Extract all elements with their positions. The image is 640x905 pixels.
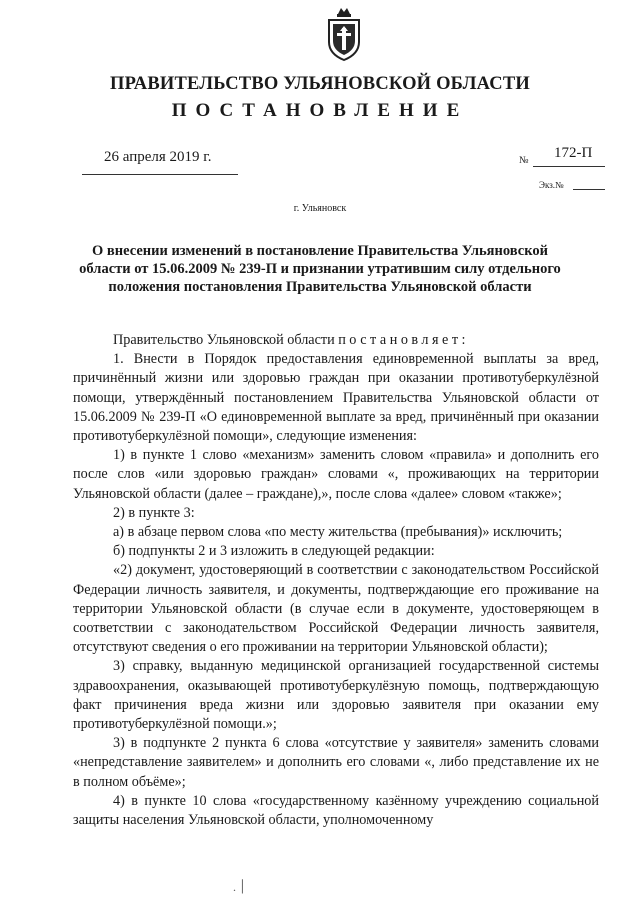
number-underline xyxy=(533,166,605,167)
body-paragraph: 2) в пункте 3: xyxy=(113,504,195,521)
copy-number-label: Экз.№ xyxy=(539,180,564,190)
body-paragraph: 4) в пункте 10 слова «государственному казённому учреждению социальной защиты населения Ульяновской области, уполномоченному xyxy=(73,792,599,829)
intro-paragraph xyxy=(73,331,599,350)
date-underline xyxy=(82,174,238,175)
decree-subject xyxy=(70,242,570,296)
scan-mark: . ׀ xyxy=(233,880,246,894)
city-label: г. Ульяновск xyxy=(293,203,347,214)
body-paragraph: 3) справку, выданную медицинской организацией государственной системы здравоохранения, оказывающей противотуберкулёзную помощь, подтверждающую факт причинения вреда жизни или здоровью заявителя при оказании ему противотуберкулёзной помощи.»; xyxy=(73,658,599,733)
government-title: ПРАВИТЕЛЬСТВО УЛЬЯНОВСКОЙ ОБЛАСТИ xyxy=(110,74,530,94)
body-paragraph: «2) документ, удостоверяющий в соответствии с законодательством Российской Федерации личность заявителя, и документы, подтверждающие его проживание на территории Ульяновской области (в случае если в документе, удостоверяющем в соответствии с законодательством Российской Федерации личность заявителя, отсутствуют сведения о его проживании на территории Ульяновской области); xyxy=(73,562,599,656)
body-paragraph: а) в абзаце первом слова «по месту жительства (пребывания)» исключить; xyxy=(113,524,563,541)
decree-number: 172-П xyxy=(554,145,593,161)
number-sign: № xyxy=(519,155,529,166)
intro-lead: Правительство Ульяновской области xyxy=(113,332,339,348)
intro-verb: постановляет: xyxy=(338,332,469,348)
body-paragraph: б) подпункты 2 и 3 изложить в следующей редакции: xyxy=(113,543,435,560)
subject-line: О внесении изменений в постановление Правительства Ульяновской xyxy=(92,243,548,259)
body-paragraph: 3) в подпункте 2 пункта 6 слова «отсутствие у заявителя» заменить словами «непредставление заявителем» и дополнить его словами «, либо представление их не в полном объёме»; xyxy=(73,735,599,790)
copy-number-underline xyxy=(573,189,605,190)
subject-line: области от 15.06.2009 № 239-П и признании утратившим силу отдельного xyxy=(79,261,561,277)
decree-body xyxy=(73,331,599,830)
decree-title: ПОСТАНОВЛЕНИЕ xyxy=(171,100,469,121)
body-paragraph: 1) в пункте 1 слово «механизм» заменить словом «правила» и дополнить его после слов «или здоровью граждан» словами «, проживающих на территории Ульяновской области (далее – граждане),», после слова «далее» словом «также»; xyxy=(73,447,599,502)
subject-line: положения постановления Правительства Ульяновской области xyxy=(108,279,532,295)
coat-of-arms-icon xyxy=(325,6,363,62)
body-paragraph: 1. Внести в Порядок предоставления единовременной выплаты за вред, причинённый жизни или здоровью граждан при оказании противотуберкулёзной помощи, утверждённый постановлением Правительства Ульяновской области от 15.06.2009 № 239-П «О единовременной выплате за вред, причинённый при оказании противотуберкулёзной помощи», следующие изменения: xyxy=(73,351,599,445)
decree-date: 26 апреля 2019 г. xyxy=(104,149,212,165)
